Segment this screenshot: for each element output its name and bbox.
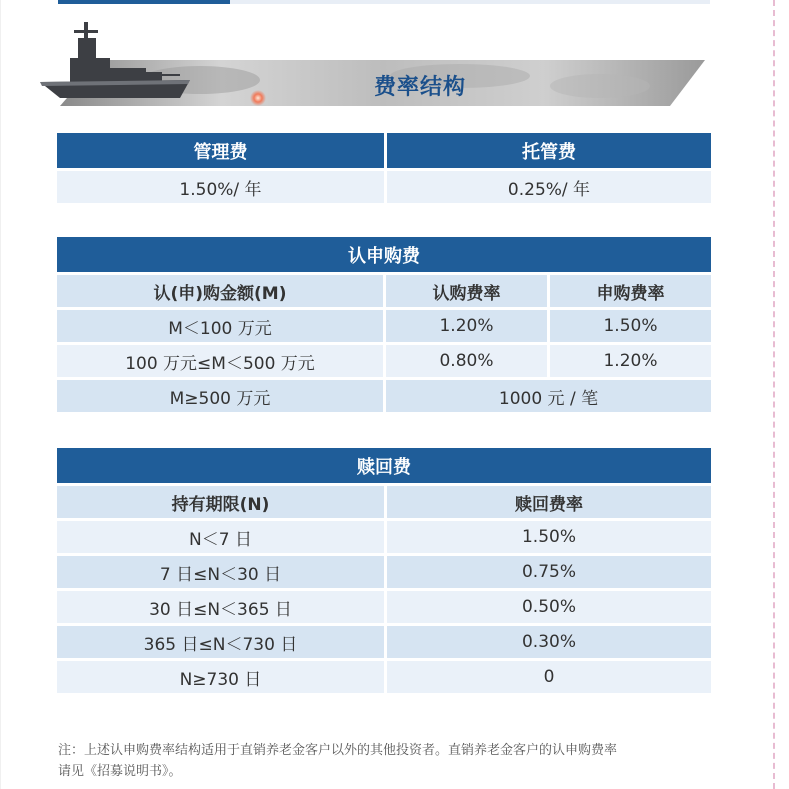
holding-period-cell: N≥730 日 [57,661,384,693]
table-row [57,380,711,412]
previous-section-strip [58,0,710,4]
holding-period-cell: N＜7 日 [57,521,384,553]
dashed-border [773,0,775,789]
table-row [57,661,711,693]
amount-cell: M＜100 万元 [57,310,383,342]
table-row [57,591,711,623]
purchase-rate-cell: 1.20% [547,345,711,377]
redemption-rate-cell: 0.30% [384,626,711,658]
column-purchase-rate: 申购费率 [547,275,711,307]
subscription-table-title: 认申购费 [57,237,711,272]
table-row [57,556,711,588]
subscription-rate-cell: 1.20% [383,310,547,342]
holding-period-cell: 7 日≤N＜30 日 [57,556,384,588]
purchase-rate-cell: 1.50% [547,310,711,342]
redemption-rate-cell: 0 [384,661,711,693]
holding-period-cell: 365 日≤N＜730 日 [57,626,384,658]
redemption-rate-cell: 0.75% [384,556,711,588]
section-banner [40,10,710,110]
table-row [57,345,711,377]
redemption-fee-table [57,445,711,696]
section-title: 费率结构 [373,75,466,100]
management-fee-table [57,130,711,206]
footnote [58,740,718,782]
previous-section-accent [58,0,230,4]
subscription-fee-table [57,234,711,415]
redemption-rate-cell: 1.50% [384,521,711,553]
amount-cell: 100 万元≤M＜500 万元 [57,345,383,377]
column-subscription-rate: 认购费率 [383,275,547,307]
holding-period-cell: 30 日≤N＜365 日 [57,591,384,623]
column-holding-period: 持有期限(N) [57,486,384,518]
flare-right [250,90,266,106]
footnote-line-2: 请见《招募说明书》。 [58,764,182,779]
flat-fee-cell: 1000 元 / 笔 [383,380,711,412]
custody-fee-value: 0.25%/ 年 [384,171,711,203]
redemption-table-title: 赎回费 [57,448,711,483]
table-row [57,310,711,342]
management-fee-value: 1.50%/ 年 [57,171,384,203]
table-row [57,626,711,658]
page-left-edge [0,0,1,789]
subscription-rate-cell: 0.80% [383,345,547,377]
footnote-line-1: 注：上述认申购费率结构适用于直销养老金客户以外的其他投资者。直销养老金客户的认申购费率 [58,743,618,758]
redemption-rate-cell: 0.50% [384,591,711,623]
column-redemption-rate: 赎回费率 [384,486,711,518]
column-amount: 认(申)购金额(M) [57,275,383,307]
header-management-fee: 管理费 [57,133,384,168]
header-custody-fee: 托管费 [384,133,711,168]
table-row [57,521,711,553]
amount-cell: M≥500 万元 [57,380,383,412]
